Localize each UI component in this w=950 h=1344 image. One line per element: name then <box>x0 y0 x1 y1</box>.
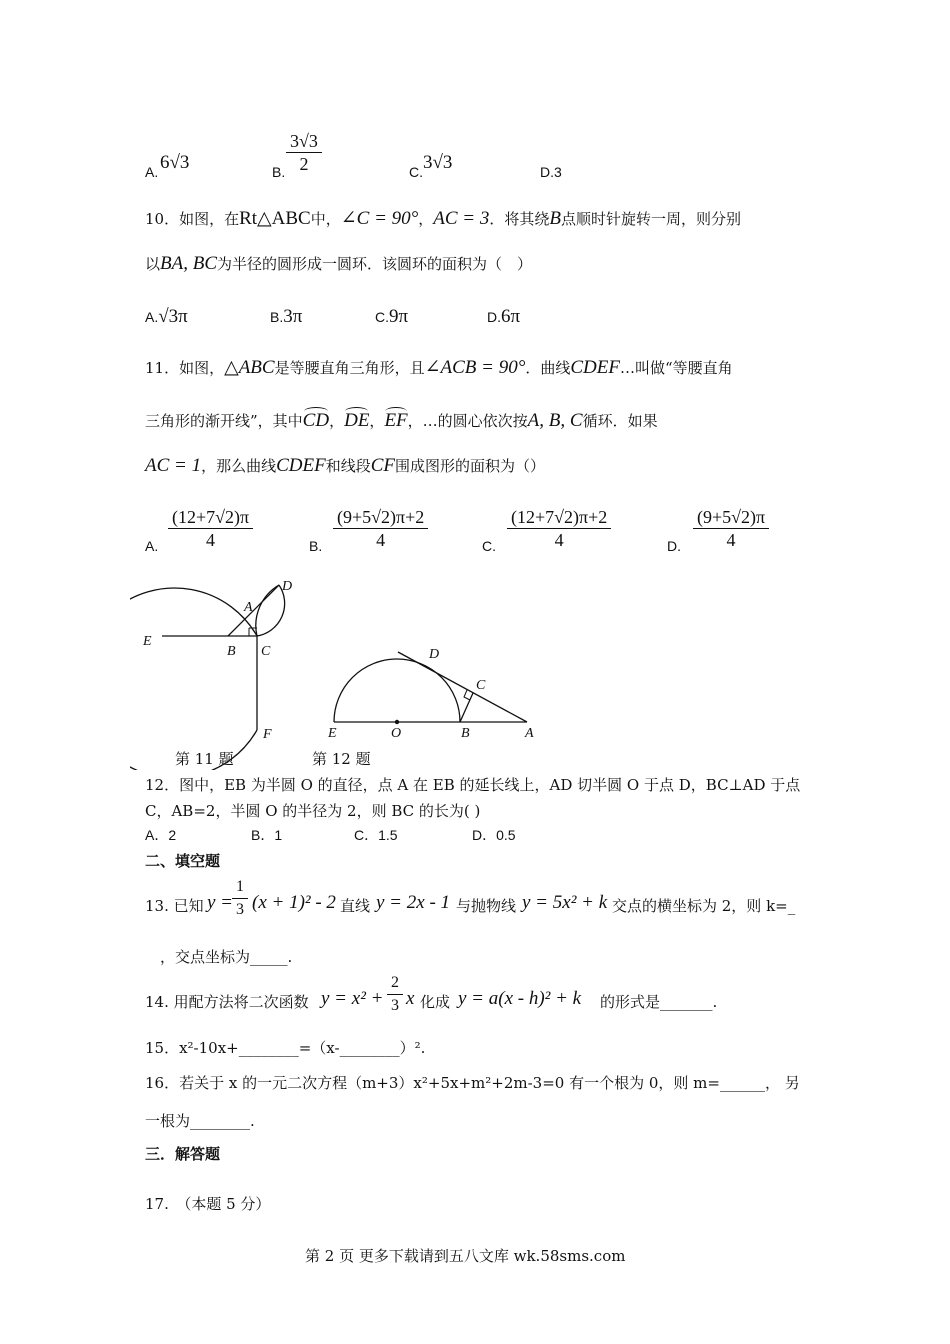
q11-line2: 三角形的渐开线”，其中CD，DE，EF，…的圆心依次按A, B, C循环．如果 <box>145 410 658 431</box>
fig11-arc-ef <box>130 588 257 770</box>
section-answer-title: 三．解答题 <box>145 1145 221 1163</box>
fig11-label-c: C <box>261 644 271 659</box>
q13-prefix: 13. 已知 <box>145 897 204 915</box>
fig12-label-o: O <box>391 726 402 741</box>
fig12-label-c: C <box>476 678 486 693</box>
q11-line3: AC = 1，那么曲线CDEF和线段CF围成图形的面积为（） <box>145 455 546 476</box>
q13-text-d: 交点的横坐标为 2，则 k=_ <box>612 897 796 915</box>
q11-option-c-label: C. <box>482 538 496 554</box>
figures <box>130 565 570 770</box>
q11-option-d-label: D. <box>667 538 681 554</box>
q12-line2: C，AB=2，半圆 O 的半径为 2，则 BC 的长为( ) <box>145 802 481 820</box>
q9-option-a-value: 6√3 <box>160 152 190 173</box>
q14-eq1-fraction: $\frac{2}{3}$ <box>387 972 403 1017</box>
fig12-center-o <box>395 720 399 724</box>
fig12-label-a: A <box>525 726 534 741</box>
q11-option-a-label: A. <box>145 538 159 554</box>
fig12-semicircle <box>334 659 460 722</box>
fig12-caption: 第 12 题 <box>312 750 371 768</box>
q12-option-a: A．2 <box>145 827 177 843</box>
q9-option-d: D.3 <box>540 164 562 180</box>
q11-option-a-fraction: $\frac{(12+7√2)\pi}{4}$ <box>168 506 253 551</box>
q9-option-b-label: B. <box>272 164 286 180</box>
q12-option-d: D．0.5 <box>472 827 516 843</box>
fig11-label-f: F <box>263 727 272 742</box>
q9-option-c-label: C. <box>409 164 423 180</box>
fig11-diagram <box>130 585 285 770</box>
q16-line2: 一根为________. <box>145 1112 255 1130</box>
fig12-diagram <box>334 652 527 722</box>
fig12-tangent-ad <box>398 652 527 722</box>
q14-eq2: y = a(x - h)² + k <box>458 988 582 1009</box>
q13-eq1-fraction: $\frac{1}{3}$ <box>232 876 248 921</box>
fig11-arc-de <box>256 585 279 636</box>
q15: 15．x²-10x+________=（x-________）². <box>145 1039 426 1057</box>
q16-line1: 16．若关于 x 的一元二次方程（m+3）x²+5x+m²+2m-3=0 有一个根为 0，则 m=______， 另 <box>145 1074 800 1092</box>
q10-line2: 以BA, BC为半径的圆形成一圆环．该圆环的面积为（ ） <box>145 253 533 274</box>
q11-line1: 11．如图，△ABC是等腰直角三角形，且∠ACB = 90°．曲线CDEF…叫做“等腰直角 <box>145 357 733 378</box>
q13-text-b: 直线 <box>340 897 371 915</box>
q14-prefix: 14. 用配方法将二次函数 <box>145 993 309 1011</box>
fig12-segment-bc <box>460 693 473 722</box>
fig12-right-angle <box>464 690 470 700</box>
q12-line1: 12．图中，EB 为半圆 O 的直径，点 A 在 EB 的延长线上，AD 切半圆 O 于点 D，BC⊥AD 于点 <box>145 776 801 794</box>
fig11-label-e: E <box>143 634 152 649</box>
q13-eq1-suffix: (x + 1)² - 2 <box>252 892 336 913</box>
fig12-label-b: B <box>461 726 470 741</box>
q13-eq1-prefix: y = <box>207 892 234 913</box>
q13-eq2: y = 2x - 1 <box>376 892 451 913</box>
q9-option-c-value: 3√3 <box>423 152 453 173</box>
q13-line2: ，交点坐标为_____. <box>160 948 293 966</box>
fig11-label-a: A <box>244 600 253 615</box>
q10-line1: 10．如图，在Rt△ABC中，∠C = 90°，AC = 3．将其绕B点顺时针旋转一周，则分别 <box>145 208 742 229</box>
q10-option-a: A.√3π <box>145 306 188 327</box>
section-fill-in-title: 二、填空题 <box>145 852 221 870</box>
q14-text-b: 化成 <box>420 993 451 1011</box>
q10-option-d: D.6π <box>487 306 521 327</box>
q10-option-c: C.9π <box>375 306 409 327</box>
q13-text-c: 与抛物线 <box>456 897 517 915</box>
q10-option-b: B.3π <box>270 306 303 327</box>
fig11-label-b: B <box>227 644 236 659</box>
q11-option-d-fraction: $\frac{(9+5√2)\pi}{4}$ <box>693 506 769 551</box>
q11-option-b-label: B. <box>309 538 323 554</box>
q9-option-b-fraction: $\frac{3√3}{2}$ <box>286 130 322 175</box>
q17: 17. （本题 5 分） <box>145 1195 271 1213</box>
q9-option-a-label: A. <box>145 164 159 180</box>
page-footer: 第 2 页 更多下载请到五八文库 wk.58sms.com <box>305 1247 626 1265</box>
q13-eq3: y = 5x² + k <box>522 892 608 913</box>
fig12-label-d: D <box>429 647 440 662</box>
q14-text-c: 的形式是_______. <box>600 993 718 1011</box>
q14-eq1-suffix: x <box>406 988 415 1009</box>
q12-option-b: B．1 <box>251 827 283 843</box>
q12-option-c: C．1.5 <box>354 827 398 843</box>
q11-option-c-fraction: $\frac{(12+7√2)\pi+2}{4}$ <box>507 506 611 551</box>
fig12-label-e: E <box>328 726 337 741</box>
fig11-caption: 第 11 题 <box>175 750 234 768</box>
fig11-label-d: D <box>282 579 293 594</box>
q14-eq1-prefix: y = x² + <box>321 988 384 1009</box>
q11-option-b-fraction: $\frac{(9+5√2)\pi+2}{4}$ <box>333 506 428 551</box>
